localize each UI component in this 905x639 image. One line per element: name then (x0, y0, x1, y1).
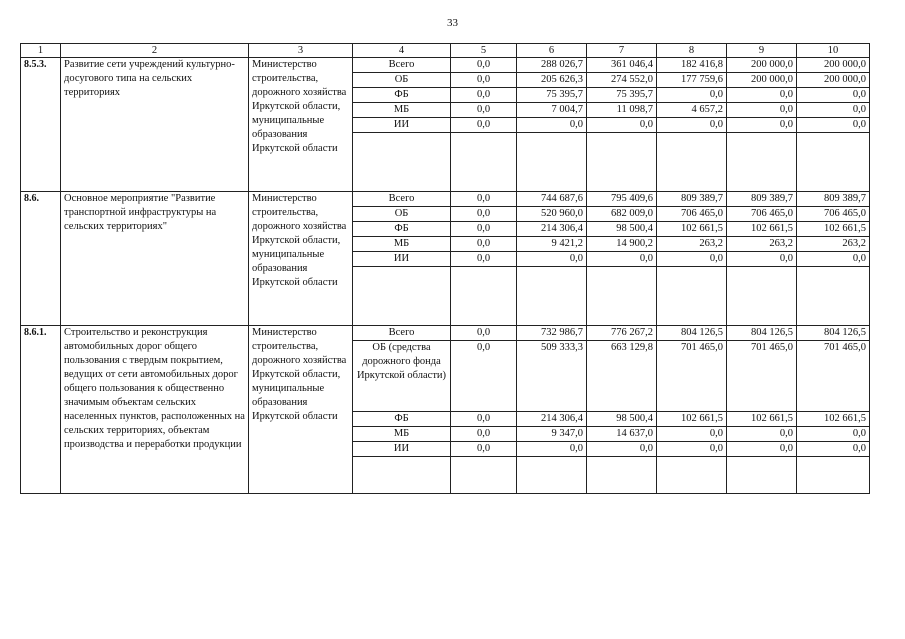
value-cell: 0,0 (797, 252, 870, 267)
value-cell: 0,0 (451, 412, 517, 427)
table-row (21, 326, 870, 341)
value-cell: 0,0 (451, 73, 517, 88)
funding-source: Всего (353, 192, 451, 207)
value-cell: 200 000,0 (797, 58, 870, 73)
value-cell: 0,0 (727, 88, 797, 103)
value-cell: 663 129,8 (587, 341, 657, 412)
table-row (21, 58, 870, 73)
column-number: 10 (797, 44, 870, 58)
value-cell: 263,2 (727, 237, 797, 252)
empty-cell (517, 457, 587, 494)
value-cell: 0,0 (727, 252, 797, 267)
value-cell: 0,0 (451, 252, 517, 267)
funding-source: ФБ (353, 222, 451, 237)
value-cell: 795 409,6 (587, 192, 657, 207)
value-cell: 0,0 (727, 427, 797, 442)
value-cell: 0,0 (727, 103, 797, 118)
value-cell: 0,0 (451, 118, 517, 133)
funding-source: ОБ (средства дорожного фонда Иркутской области) (353, 341, 451, 412)
empty-cell (587, 267, 657, 326)
value-cell: 4 657,2 (657, 103, 727, 118)
value-cell: 0,0 (797, 442, 870, 457)
empty-cell (797, 133, 870, 192)
value-cell: 75 395,7 (517, 88, 587, 103)
value-cell: 9 421,2 (517, 237, 587, 252)
value-cell: 0,0 (451, 341, 517, 412)
value-cell: 804 126,5 (797, 326, 870, 341)
value-cell: 0,0 (451, 103, 517, 118)
empty-cell (451, 267, 517, 326)
value-cell: 804 126,5 (657, 326, 727, 341)
empty-cell (657, 457, 727, 494)
funding-source: МБ (353, 237, 451, 252)
value-cell: 0,0 (451, 88, 517, 103)
value-cell: 0,0 (727, 442, 797, 457)
measure-executor: Министерство строительства, дорожного хозяйства Иркутской области, муниципальные образования Иркутской области (249, 192, 353, 326)
empty-cell (727, 267, 797, 326)
empty-cell (587, 133, 657, 192)
value-cell: 0,0 (657, 88, 727, 103)
value-cell: 98 500,4 (587, 412, 657, 427)
value-cell: 263,2 (797, 237, 870, 252)
column-number: 8 (657, 44, 727, 58)
column-number: 5 (451, 44, 517, 58)
value-cell: 0,0 (451, 326, 517, 341)
value-cell: 776 267,2 (587, 326, 657, 341)
empty-cell (797, 457, 870, 494)
value-cell: 0,0 (517, 252, 587, 267)
measure-name: Строительство и реконструкция автомобильных дорог общего пользования с твердым покрытием, ведущих от сети автомобильных дорог общего пользования к общественно значимым объектам сельских населенных пунктов, расположенных на сельских территориях, объектам производства и переработки продукции (61, 326, 249, 494)
column-number: 2 (61, 44, 249, 58)
value-cell: 75 395,7 (587, 88, 657, 103)
value-cell: 701 465,0 (797, 341, 870, 412)
value-cell: 701 465,0 (657, 341, 727, 412)
value-cell: 9 347,0 (517, 427, 587, 442)
empty-cell (353, 267, 451, 326)
value-cell: 0,0 (797, 427, 870, 442)
value-cell: 520 960,0 (517, 207, 587, 222)
value-cell: 102 661,5 (797, 222, 870, 237)
empty-cell (727, 457, 797, 494)
value-cell: 14 637,0 (587, 427, 657, 442)
value-cell: 0,0 (451, 222, 517, 237)
value-cell: 0,0 (797, 103, 870, 118)
value-cell: 809 389,7 (797, 192, 870, 207)
value-cell: 0,0 (451, 237, 517, 252)
value-cell: 682 009,0 (587, 207, 657, 222)
measure-name: Основное мероприятие "Развитие транспортной инфраструктуры на сельских территориях" (61, 192, 249, 326)
funding-source: ИИ (353, 252, 451, 267)
budget-table (20, 43, 870, 494)
value-cell: 0,0 (727, 118, 797, 133)
value-cell: 14 900,2 (587, 237, 657, 252)
value-cell: 732 986,7 (517, 326, 587, 341)
value-cell: 102 661,5 (727, 222, 797, 237)
value-cell: 509 333,3 (517, 341, 587, 412)
value-cell: 102 661,5 (727, 412, 797, 427)
funding-source: ИИ (353, 442, 451, 457)
value-cell: 214 306,4 (517, 412, 587, 427)
funding-source: Всего (353, 326, 451, 341)
value-cell: 102 661,5 (797, 412, 870, 427)
value-cell: 0,0 (587, 442, 657, 457)
column-number: 3 (249, 44, 353, 58)
value-cell: 0,0 (657, 442, 727, 457)
empty-cell (797, 267, 870, 326)
value-cell: 274 552,0 (587, 73, 657, 88)
funding-source: Всего (353, 58, 451, 73)
value-cell: 102 661,5 (657, 222, 727, 237)
value-cell: 177 759,6 (657, 73, 727, 88)
value-cell: 205 626,3 (517, 73, 587, 88)
value-cell: 0,0 (797, 118, 870, 133)
measure-name: Развитие сети учреждений культурно-досугового типа на сельских территориях (61, 58, 249, 192)
empty-cell (517, 267, 587, 326)
column-number: 6 (517, 44, 587, 58)
value-cell: 200 000,0 (797, 73, 870, 88)
page-number: 33 (447, 17, 458, 29)
value-cell: 804 126,5 (727, 326, 797, 341)
value-cell: 706 465,0 (727, 207, 797, 222)
value-cell: 200 000,0 (727, 73, 797, 88)
value-cell: 0,0 (451, 58, 517, 73)
value-cell: 102 661,5 (657, 412, 727, 427)
value-cell: 263,2 (657, 237, 727, 252)
value-cell: 7 004,7 (517, 103, 587, 118)
empty-cell (657, 267, 727, 326)
value-cell: 0,0 (797, 88, 870, 103)
empty-cell (451, 457, 517, 494)
measure-code: 8.6.1. (21, 326, 61, 494)
value-cell: 0,0 (451, 207, 517, 222)
empty-cell (657, 133, 727, 192)
value-cell: 744 687,6 (517, 192, 587, 207)
value-cell: 200 000,0 (727, 58, 797, 73)
value-cell: 361 046,4 (587, 58, 657, 73)
value-cell: 0,0 (657, 252, 727, 267)
empty-cell (587, 457, 657, 494)
measure-code: 8.6. (21, 192, 61, 326)
value-cell: 706 465,0 (797, 207, 870, 222)
column-number: 1 (21, 44, 61, 58)
value-cell: 0,0 (451, 442, 517, 457)
value-cell: 98 500,4 (587, 222, 657, 237)
value-cell: 11 098,7 (587, 103, 657, 118)
funding-source: ФБ (353, 412, 451, 427)
value-cell: 0,0 (657, 427, 727, 442)
value-cell: 0,0 (517, 118, 587, 133)
value-cell: 214 306,4 (517, 222, 587, 237)
table-row (21, 192, 870, 207)
funding-source: ФБ (353, 88, 451, 103)
value-cell: 701 465,0 (727, 341, 797, 412)
column-number-header (21, 44, 870, 58)
measure-executor: Министерство строительства, дорожного хозяйства Иркутской области, муниципальные образования Иркутской области (249, 326, 353, 494)
value-cell: 706 465,0 (657, 207, 727, 222)
value-cell: 809 389,7 (657, 192, 727, 207)
measure-code: 8.5.3. (21, 58, 61, 192)
empty-cell (353, 133, 451, 192)
funding-source: МБ (353, 427, 451, 442)
funding-source: МБ (353, 103, 451, 118)
value-cell: 0,0 (587, 252, 657, 267)
value-cell: 288 026,7 (517, 58, 587, 73)
funding-source: ИИ (353, 118, 451, 133)
value-cell: 182 416,8 (657, 58, 727, 73)
value-cell: 809 389,7 (727, 192, 797, 207)
empty-cell (451, 133, 517, 192)
column-number: 4 (353, 44, 451, 58)
funding-source: ОБ (353, 207, 451, 222)
value-cell: 0,0 (451, 427, 517, 442)
empty-cell (353, 457, 451, 494)
value-cell: 0,0 (657, 118, 727, 133)
value-cell: 0,0 (517, 442, 587, 457)
funding-source: ОБ (353, 73, 451, 88)
column-number: 7 (587, 44, 657, 58)
value-cell: 0,0 (587, 118, 657, 133)
measure-executor: Министерство строительства, дорожного хозяйства Иркутской области, муниципальные образования Иркутской области (249, 58, 353, 192)
empty-cell (727, 133, 797, 192)
column-number: 9 (727, 44, 797, 58)
value-cell: 0,0 (451, 192, 517, 207)
empty-cell (517, 133, 587, 192)
